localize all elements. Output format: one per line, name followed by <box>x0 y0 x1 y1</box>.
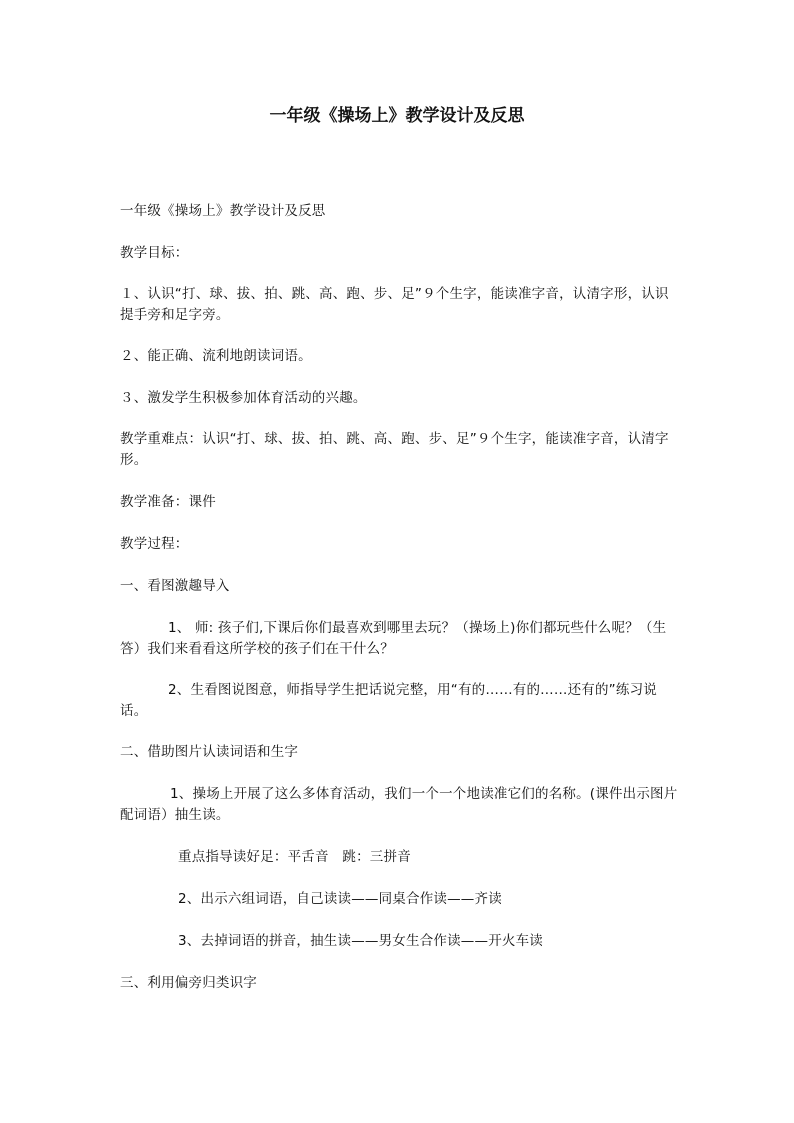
paragraph-objective-1: １、认识“打、球、拔、拍、跳、高、跑、步、足”９个生字，能读准字音，认清字形，认识提手旁和足字旁。 <box>120 286 669 323</box>
paragraph-objective-2: ２、能正确、流利地朗读词语。 <box>120 348 312 364</box>
document-title: 一年级《操场上》教学设计及反思 <box>269 106 525 126</box>
paragraph-heading-repeat: 一年级《操场上》教学设计及反思 <box>120 203 326 219</box>
paragraph-objective-3: ３、激发学生积极参加体育活动的兴趣。 <box>120 390 367 406</box>
paragraph-step-1-2: 2、生看图说图意，师指导学生把话说完整，用“有的……有的……还有的”练习说话。 <box>120 682 657 719</box>
paragraph-step-2-2: 2、出示六组词语，自己读读——同桌合作读——齐读 <box>178 891 502 907</box>
paragraph-objectives-label: 教学目标： <box>120 245 189 261</box>
paragraph-step-2-focus: 重点指导读好足：平舌音 跳：三拼音 <box>178 849 411 865</box>
paragraph-step-2-1: 1、操场上开展了这么多体育活动，我们一个一个地读准它们的名称。(课件出示图片配词语）抽生读。 <box>120 786 678 823</box>
paragraph-preparation: 教学准备：课件 <box>120 494 216 510</box>
paragraph-step-2-3: 3、去掉词语的拼音，抽生读——男女生合作读——开火车读 <box>178 933 543 949</box>
paragraph-step-1-1: 1、 师: 孩子们,下课后你们最喜欢到哪里去玩？（操场上)你们都玩些什么呢？（生答）我们来看看这所学校的孩子们在干什么？ <box>120 620 667 657</box>
paragraph-section-1: 一、看图激趣导入 <box>120 578 230 594</box>
paragraph-key-points: 教学重难点：认识“打、球、拔、拍、跳、高、跑、步、足”９个生字，能读准字音，认清字形。 <box>120 431 669 468</box>
paragraph-process-label: 教学过程： <box>120 536 189 552</box>
paragraph-section-3: 三、利用偏旁归类识字 <box>120 975 257 991</box>
paragraph-section-2: 二、借助图片认读词语和生字 <box>120 744 299 760</box>
